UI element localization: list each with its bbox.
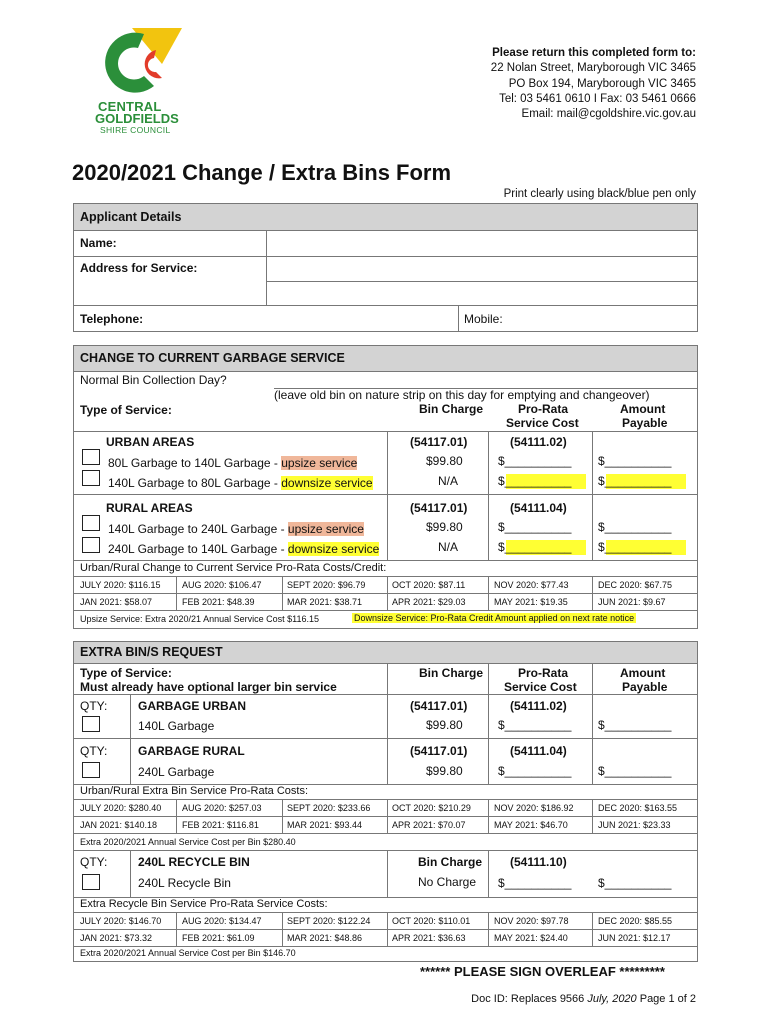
upsize-note: Upsize Service: Extra 2020/21 Annual Service Cost $116.15 <box>80 614 319 624</box>
applicant-section <box>73 203 698 332</box>
cost-cell: SEPT 2020: $96.79 <box>287 580 366 590</box>
rural-downsize-amount[interactable]: $__________ <box>598 540 672 554</box>
cost-cell: JUN 2021: $12.17 <box>598 933 671 943</box>
recycle-sub: 240L Recycle Bin <box>138 876 231 890</box>
urban-downsize-charge: N/A <box>438 474 459 488</box>
rural-title: RURAL AREAS <box>106 501 193 515</box>
cost-cell: FEB 2021: $116.81 <box>182 820 259 830</box>
cost-cell: DEC 2020: $163.55 <box>598 803 678 813</box>
col-amount: Amount <box>620 402 666 416</box>
rural-downsize-checkbox[interactable] <box>82 537 100 553</box>
extra-urban-amount[interactable]: $__________ <box>598 718 672 732</box>
rural-upsize-label: 140L Garbage to 240L Garbage - upsize service <box>108 522 364 536</box>
extra-urban-code: (54117.01) <box>410 699 468 713</box>
return-line: PO Box 194, Maryborough VIC 3465 <box>508 77 696 90</box>
extra-col-prorata: Pro-Rata <box>518 666 569 680</box>
extra-rural-sub: 240L Garbage <box>138 765 215 779</box>
cost-cell: DEC 2020: $67.75 <box>598 580 673 590</box>
extra-col-amount: Amount <box>620 666 666 680</box>
urban-upsize-prorata[interactable]: $__________ <box>498 454 572 468</box>
urban-downsize-checkbox[interactable] <box>82 470 100 486</box>
urban-code: (54117.01) <box>410 435 468 449</box>
rural-downsize-charge: N/A <box>438 540 459 554</box>
applicant-heading: Applicant Details <box>74 204 697 230</box>
rural-code: (54117.01) <box>410 501 468 515</box>
recycle-costs-title: Extra Recycle Bin Service Pro-Rata Service Costs: <box>80 898 328 910</box>
qty-label: QTY: <box>80 855 108 869</box>
extra-rural-prorata-code: (54111.04) <box>510 744 567 758</box>
rural-upsize-charge: $99.80 <box>426 520 463 534</box>
urban-downsize-prorata[interactable]: $__________ <box>498 474 572 488</box>
cost-cell: DEC 2020: $85.55 <box>598 916 673 926</box>
extra-section <box>73 641 698 962</box>
address-field[interactable] <box>268 257 696 305</box>
extra-rural-prorata[interactable]: $__________ <box>498 764 572 778</box>
cost-cell: FEB 2021: $48.39 <box>182 597 255 607</box>
urban-title: URBAN AREAS <box>106 435 195 449</box>
extra-rural-charge: $99.80 <box>426 764 463 778</box>
cost-cell: MAR 2021: $93.44 <box>287 820 363 830</box>
col-prorata: Pro-Rata <box>518 402 569 416</box>
recycle-charge: No Charge <box>418 875 477 889</box>
cost-cell: JULY 2020: $146.70 <box>80 916 162 926</box>
change-costs-title: Urban/Rural Change to Current Service Pro-Rata Costs/Credit: <box>80 562 387 574</box>
rural-downsize-label: 240L Garbage to 140L Garbage - downsize service <box>108 542 380 556</box>
logo-text-goldfields: GOLDFIELDS <box>95 111 179 126</box>
rural-upsize-amount[interactable]: $__________ <box>598 520 672 534</box>
cost-cell: JUN 2021: $23.33 <box>598 820 671 830</box>
print-note: Print clearly using black/blue pen only <box>503 188 696 200</box>
rural-qty-checkbox[interactable] <box>82 762 100 778</box>
cost-cell: MAR 2021: $48.86 <box>287 933 363 943</box>
urban-upsize-checkbox[interactable] <box>82 449 100 465</box>
urban-prorata-code: (54111.02) <box>510 435 567 449</box>
cost-cell: JULY 2020: $280.40 <box>80 803 162 813</box>
cost-cell: MAY 2021: $19.35 <box>494 597 568 607</box>
cost-cell: NOV 2020: $186.92 <box>494 803 574 813</box>
name-field[interactable] <box>268 231 696 255</box>
cost-cell: JAN 2021: $73.32 <box>80 933 153 943</box>
urban-qty-checkbox[interactable] <box>82 716 100 732</box>
cost-cell: OCT 2020: $110.01 <box>392 916 471 926</box>
extra-urban-prorata-code: (54111.02) <box>510 699 567 713</box>
return-address <box>491 46 696 122</box>
doc-id: Doc ID: Replaces 9566 July, 2020 Page 1 of 2 <box>471 993 696 1005</box>
urban-upsize-charge: $99.80 <box>426 454 463 468</box>
sign-overleaf: ****** PLEASE SIGN OVERLEAF ********* <box>420 964 665 979</box>
mobile-field[interactable] <box>510 306 696 330</box>
logo-text-central: CENTRAL <box>98 99 162 114</box>
urban-upsize-label: 80L Garbage to 140L Garbage - upsize service <box>108 456 358 470</box>
leave-note: (leave old bin on nature strip on this day for emptying and changeover) <box>274 388 650 402</box>
extra-must-note: Must already have optional larger bin service <box>80 680 337 694</box>
logo-text-shire: SHIRE COUNCIL <box>100 125 171 135</box>
cost-cell: JAN 2021: $140.18 <box>80 820 158 830</box>
qty-label: QTY: <box>80 744 108 758</box>
change-heading: CHANGE TO CURRENT GARBAGE SERVICE <box>74 346 697 371</box>
downsize-note: Downsize Service: Pro-Rata Credit Amount applied on next rate notice <box>354 613 635 623</box>
cost-cell: AUG 2020: $106.47 <box>182 580 262 590</box>
recycle-title: 240L RECYCLE BIN <box>138 855 250 869</box>
extra-col-payable: Payable <box>622 680 668 694</box>
cost-cell: APR 2021: $29.03 <box>392 597 466 607</box>
col-bin-charge: Bin Charge <box>419 402 484 416</box>
recycle-qty-checkbox[interactable] <box>82 874 100 890</box>
recycle-prorata-code: (54111.10) <box>510 855 567 869</box>
recycle-prorata[interactable]: $__________ <box>498 876 572 890</box>
extra-heading: EXTRA BIN/S REQUEST <box>74 642 697 663</box>
cost-cell: MAY 2021: $24.40 <box>494 933 568 943</box>
extra-urban-charge: $99.80 <box>426 718 463 732</box>
extra-costs-title: Urban/Rural Extra Bin Service Pro-Rata Costs: <box>80 785 309 797</box>
type-label: Type of Service: <box>80 403 172 417</box>
cost-cell: NOV 2020: $77.43 <box>494 580 569 590</box>
telephone-label: Telephone: <box>80 312 144 326</box>
cost-cell: AUG 2020: $134.47 <box>182 916 262 926</box>
extra-urban-prorata[interactable]: $__________ <box>498 718 572 732</box>
telephone-field[interactable] <box>174 306 456 330</box>
rural-downsize-prorata[interactable]: $__________ <box>498 540 572 554</box>
cost-cell: SEPT 2020: $233.66 <box>287 803 371 813</box>
name-label: Name: <box>80 236 117 250</box>
cost-cell: OCT 2020: $210.29 <box>392 803 471 813</box>
cost-cell: NOV 2020: $97.78 <box>494 916 569 926</box>
return-line: 22 Nolan Street, Maryborough VIC 3465 <box>490 62 696 75</box>
form-title: 2020/2021 Change / Extra Bins Form <box>72 160 452 185</box>
col-service-cost: Service Cost <box>506 416 579 430</box>
cost-cell: APR 2021: $36.63 <box>392 933 466 943</box>
extra-rural-title: GARBAGE RURAL <box>138 744 245 758</box>
urban-upsize-amount[interactable]: $__________ <box>598 454 672 468</box>
normal-day-label: Normal Bin Collection Day? <box>80 373 227 387</box>
rural-upsize-prorata[interactable]: $__________ <box>498 520 572 534</box>
extra-urban-sub: 140L Garbage <box>138 719 215 733</box>
rural-prorata-code: (54111.04) <box>510 501 567 515</box>
cost-cell: JAN 2021: $58.07 <box>80 597 153 607</box>
extra-annual-note: Extra 2020/2021 Annual Service Cost per Bin $280.40 <box>80 837 296 847</box>
change-section <box>73 345 698 629</box>
cost-cell: MAR 2021: $38.71 <box>287 597 363 607</box>
col-payable: Payable <box>622 416 668 430</box>
cost-cell: OCT 2020: $87.11 <box>392 580 466 590</box>
recycle-annual-note: Extra 2020/2021 Annual Service Cost per Bin $146.70 <box>80 948 296 958</box>
return-line: Tel: 03 5461 0610 I Fax: 03 5461 0666 <box>499 92 696 105</box>
cost-cell: JULY 2020: $116.15 <box>80 580 161 590</box>
cost-cell: MAY 2021: $46.70 <box>494 820 568 830</box>
qty-label: QTY: <box>80 699 108 713</box>
recycle-amount[interactable]: $__________ <box>598 876 672 890</box>
return-title: Please return this completed form to: <box>492 47 696 59</box>
cost-cell: SEPT 2020: $122.24 <box>287 916 371 926</box>
extra-rural-code: (54117.01) <box>410 744 468 758</box>
cost-cell: JUN 2021: $9.67 <box>598 597 666 607</box>
extra-urban-title: GARBAGE URBAN <box>138 699 246 713</box>
rural-upsize-checkbox[interactable] <box>82 515 100 531</box>
cost-cell: APR 2021: $70.07 <box>392 820 466 830</box>
extra-col-bin-charge: Bin Charge <box>419 666 484 680</box>
mobile-label: Mobile: <box>464 312 503 326</box>
address-label: Address for Service: <box>80 261 198 275</box>
urban-downsize-label: 140L Garbage to 80L Garbage - downsize service <box>108 476 373 490</box>
cost-cell: FEB 2021: $61.09 <box>182 933 255 943</box>
extra-type-label: Type of Service: <box>80 666 172 680</box>
extra-col-service-cost: Service Cost <box>504 680 577 694</box>
urban-downsize-amount[interactable]: $__________ <box>598 474 672 488</box>
recycle-charge-label: Bin Charge <box>418 855 483 869</box>
return-line: Email: mail@cgoldshire.vic.gov.au <box>521 108 696 121</box>
extra-rural-amount[interactable]: $__________ <box>598 764 672 778</box>
cost-cell: AUG 2020: $257.03 <box>182 803 262 813</box>
